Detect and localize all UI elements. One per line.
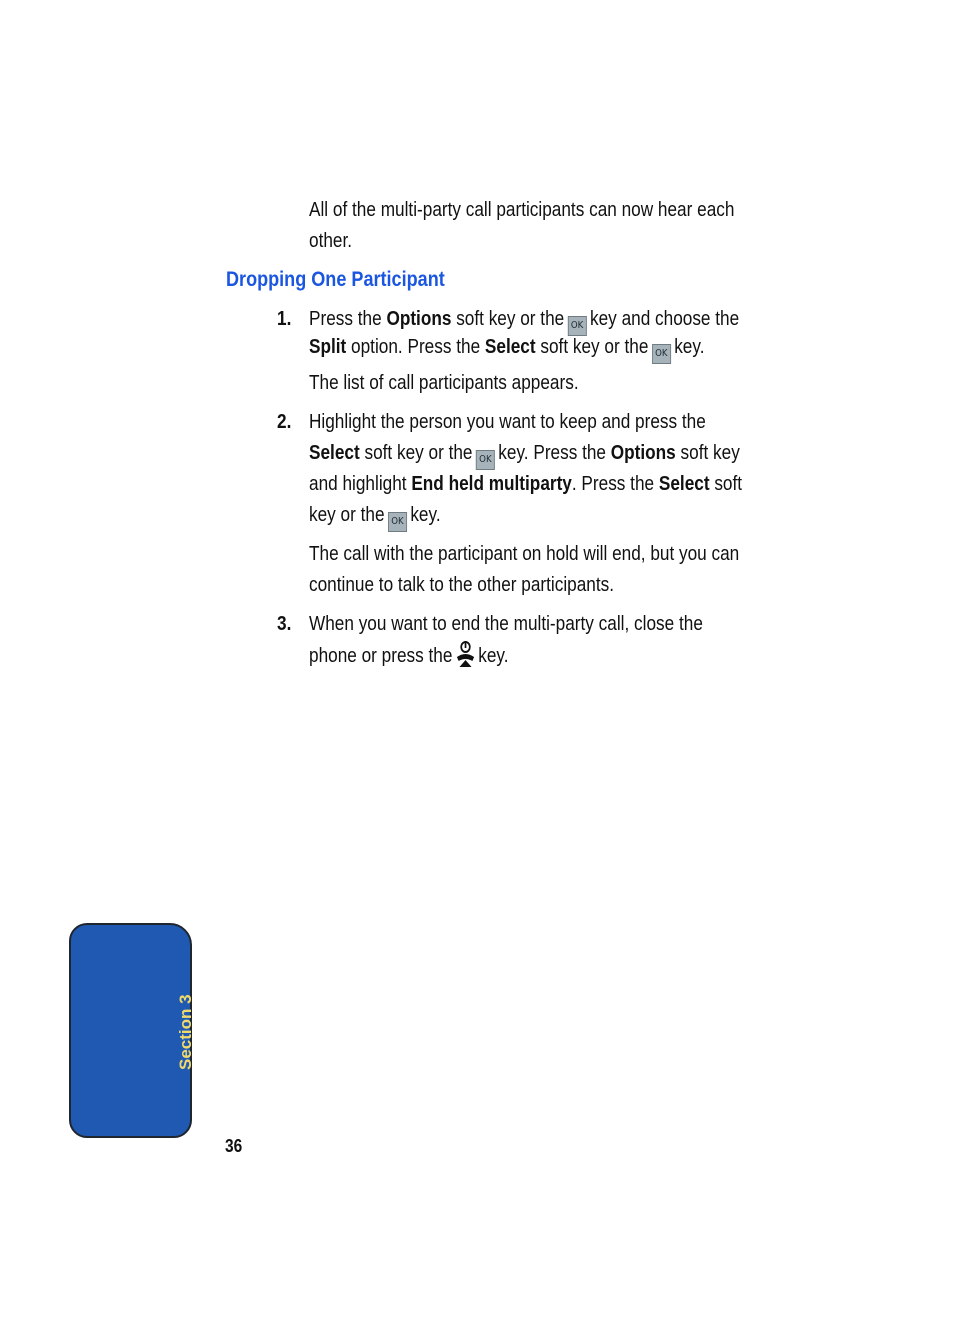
step-3-line-2: phone or press the key. [309, 640, 509, 672]
intro-line-1: All of the multi-party call participants can now hear each [309, 199, 735, 221]
step-2-result-line-2: continue to talk to the other participants. [309, 574, 615, 596]
page-number: 36 [225, 1136, 243, 1156]
step-2-line-1: Highlight the person you want to keep and press the [309, 411, 706, 433]
section-side-tab [69, 923, 192, 1138]
step-1-line-1: Press the Options soft key or the OK key and choose the [309, 304, 739, 336]
intro-line-2: other. [309, 230, 353, 252]
section-tab-label: Section 3 [176, 994, 195, 1070]
step-2-line-2: Select soft key or the OK key. Press the Options soft key [309, 438, 740, 470]
section-heading: Dropping One Participant [226, 268, 445, 291]
step-2-result-line-1: The call with the participant on hold will end, but you can [309, 543, 740, 565]
step-1-result: The list of call participants appears. [309, 372, 579, 394]
ok-key-icon: OK [388, 512, 407, 532]
step-3-number: 3. [277, 613, 292, 635]
step-3-line-1: When you want to end the multi-party call, close the [309, 613, 703, 635]
step-1-line-2: Split option. Press the Select soft key or the OK key. [309, 332, 704, 364]
ok-key-icon: OK [652, 344, 671, 364]
end-power-key-icon [454, 640, 476, 668]
ok-key-icon: OK [476, 450, 495, 470]
step-2-number: 2. [277, 411, 292, 433]
step-2-line-4: key or the OK key. [309, 500, 441, 532]
ok-key-icon: OK [568, 316, 587, 336]
step-1-number: 1. [277, 308, 292, 330]
step-2-line-3: and highlight End held multiparty. Press the Select soft [309, 473, 743, 495]
